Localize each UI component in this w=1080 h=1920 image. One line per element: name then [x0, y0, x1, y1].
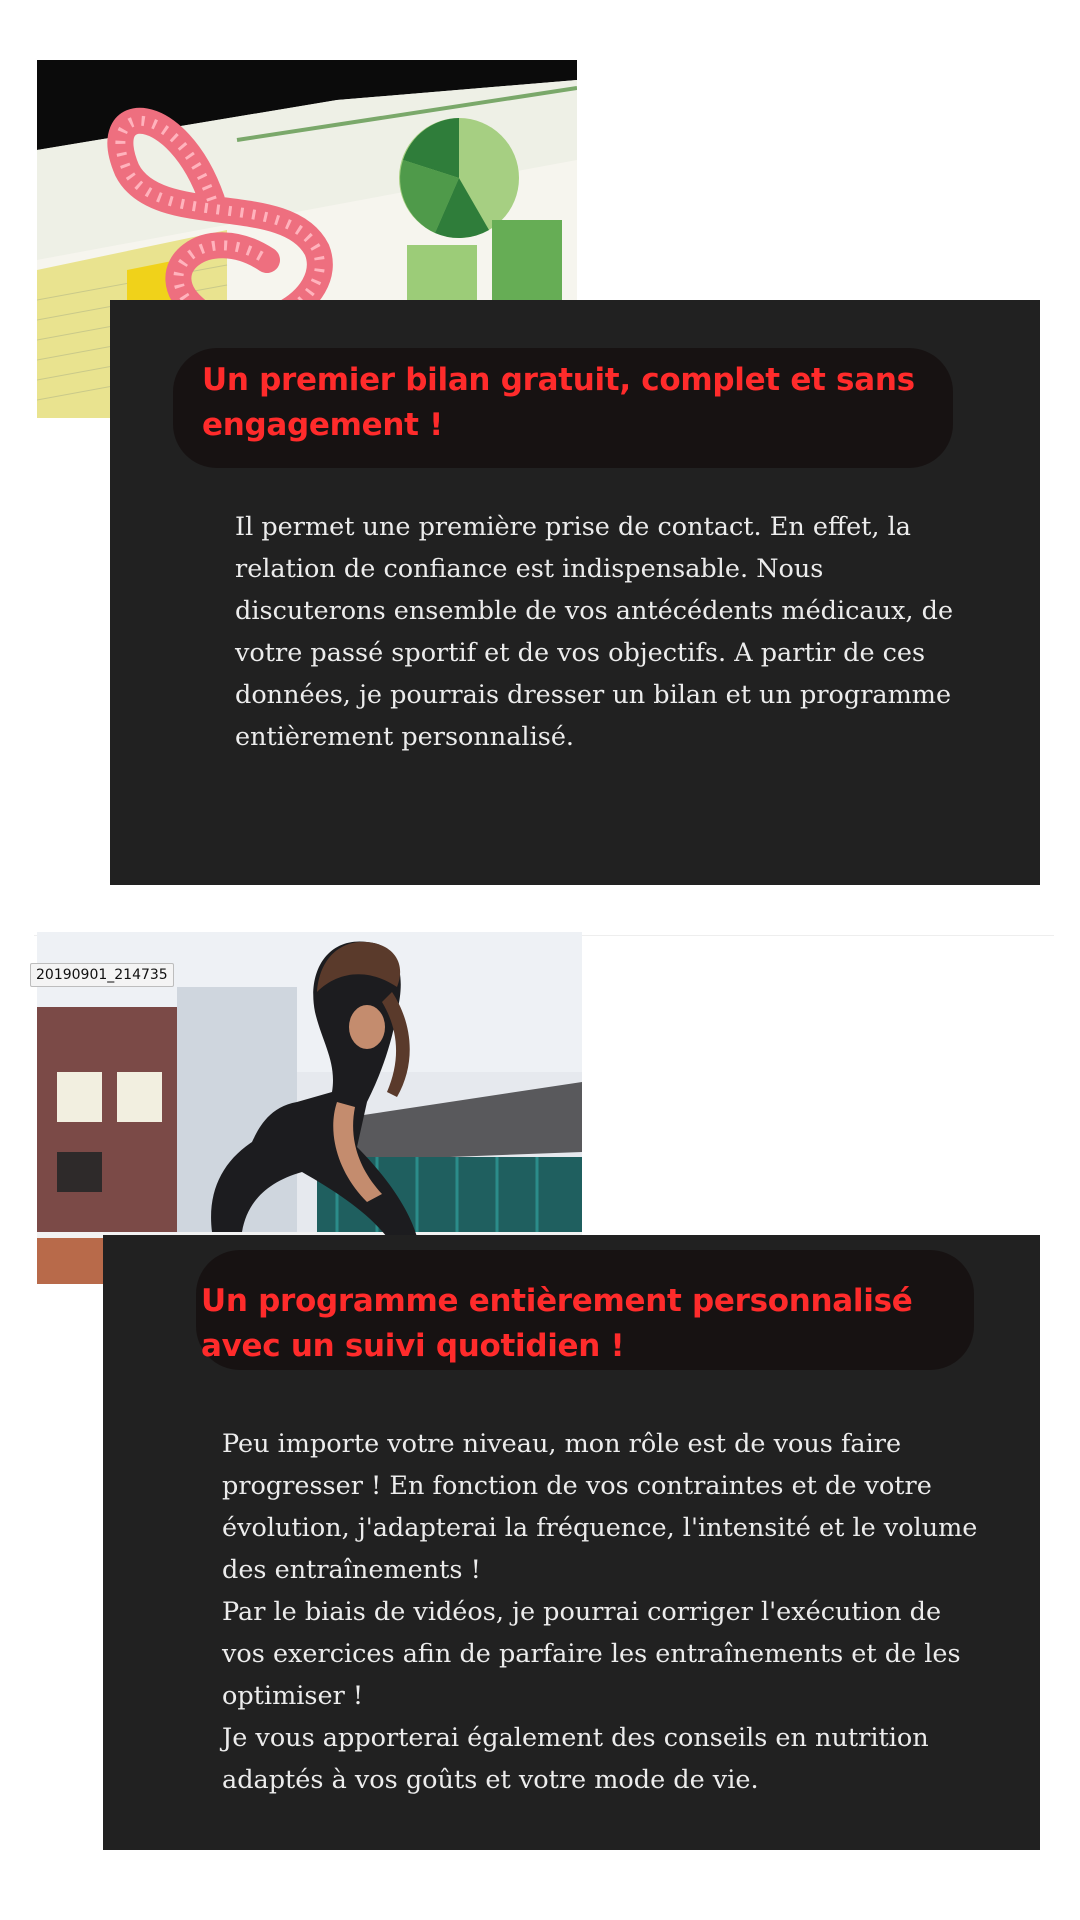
programme-heading: Un programme entièrement personnalisé avec un suivi quotidien !: [201, 1283, 913, 1364]
bilan-description: Il permet une première prise de contact. En effet, la relation de confiance est indispensable. Nous discuterons ensemble de vos antécédents médicaux, de votre passé sportif et de vos objectifs. A partir de ces données, je pourrais dresser un bilan et un programme entièrement personnalisé.: [235, 512, 954, 752]
bilan-heading: Un premier bilan gratuit, complet et sans engagement !: [202, 362, 915, 443]
programme-description: Peu importe votre niveau, mon rôle est de vous faire progresser ! En fonction de vos contraintes et de votre évolution, j'adapterai la fréquence, l'intensité et le volume des entraînements ! Par le biais de vidéos, je pourrai corriger l'exécution de vos exercices afin de parfaire les entraînements et de les optimiser ! Je vous apporterai également des conseils en nutrition adaptés à vos goûts et votre mode de vie.: [222, 1429, 978, 1795]
image-filename-tooltip: 20190901_214735: [30, 963, 174, 987]
